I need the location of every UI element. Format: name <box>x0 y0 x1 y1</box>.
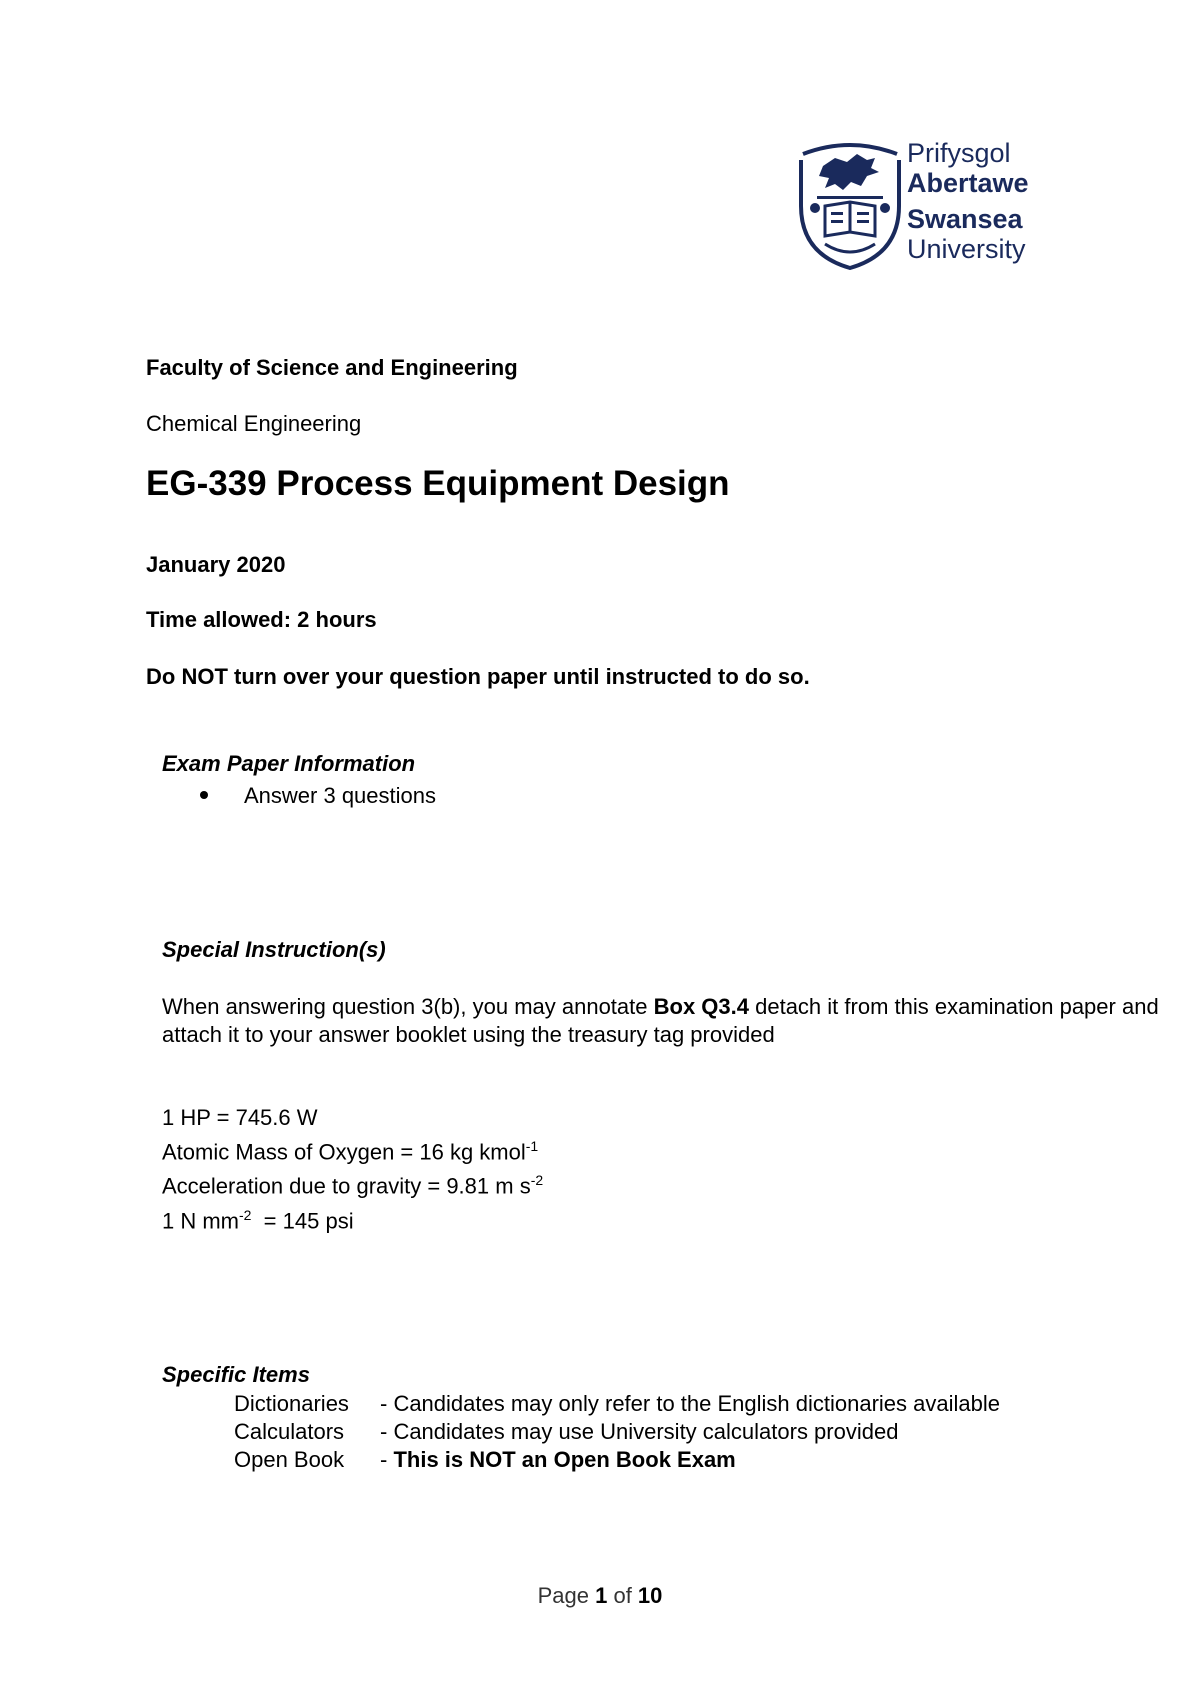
logo-line-4: University <box>907 234 1026 264</box>
constant-pressure-post: = 145 psi <box>251 1207 354 1233</box>
specific-item-row <box>234 1446 1000 1474</box>
special-text-bold: Box Q3.4 <box>653 994 749 1019</box>
constant-hp: 1 HP = 745.6 W <box>162 1105 318 1130</box>
constant-gravity <box>162 1166 543 1200</box>
specific-item-value-bold: This is NOT an Open Book Exam <box>393 1447 736 1472</box>
page-number <box>0 1583 1200 1609</box>
university-logo <box>795 136 1035 270</box>
logo-text <box>907 138 1029 264</box>
specific-item-row <box>234 1390 1000 1418</box>
constant-pressure <box>162 1201 543 1235</box>
specific-item-label: Open Book <box>234 1447 345 1472</box>
specific-item-label: Dictionaries <box>234 1391 349 1416</box>
exam-date: January 2020 <box>146 552 286 577</box>
page-middle: of <box>607 1583 638 1608</box>
special-instructions-heading: Special Instruction(s) <box>162 937 386 962</box>
constant-pressure-pre: 1 N mm <box>162 1207 239 1233</box>
constant-gravity-text: Acceleration due to gravity = 9.81 m s <box>162 1173 531 1199</box>
specific-item-label: Calculators <box>234 1419 345 1444</box>
constant-pressure-sup: -2 <box>239 1206 252 1223</box>
bullet-icon <box>200 791 208 799</box>
constant-oxygen-text: Atomic Mass of Oxygen = 16 kg kmol <box>162 1139 526 1165</box>
specific-item-value: - Candidates may use University calculators provided <box>380 1419 899 1444</box>
exam-info-item <box>200 783 436 809</box>
specific-item-value: - Candidates may only refer to the English dictionaries available <box>380 1391 1000 1416</box>
page-prefix: Page <box>537 1583 596 1608</box>
instruction-warning: Do NOT turn over your question paper until instructed to do so. <box>146 664 810 689</box>
page-current: 1 <box>595 1583 608 1608</box>
constants-list <box>162 1104 543 1235</box>
module-title: EG-339 Process Equipment Design <box>146 464 730 503</box>
exam-info-item-text: Answer 3 questions <box>244 783 436 808</box>
special-instructions-text <box>162 993 1162 1049</box>
constant-oxygen-sup: -1 <box>525 1138 539 1154</box>
special-text-after: detach it from this examination paper and attach it to your answer booklet using the treasury tag provided <box>162 994 1159 1047</box>
exam-info-heading: Exam Paper Information <box>162 751 416 776</box>
crest-icon <box>795 136 905 270</box>
constant-oxygen <box>162 1132 543 1166</box>
logo-line-2: Abertawe <box>907 168 1029 198</box>
department-name: Chemical Engineering <box>146 411 362 436</box>
time-allowed: Time allowed: 2 hours <box>146 607 377 632</box>
special-text-before: When answering question 3(b), you may annotate <box>162 994 654 1019</box>
logo-line-3: Swansea <box>907 204 1023 234</box>
specific-item-row <box>234 1418 1000 1446</box>
faculty-heading: Faculty of Science and Engineering <box>146 355 518 380</box>
page-total: 10 <box>637 1583 663 1608</box>
specific-items-heading: Specific Items <box>162 1362 310 1387</box>
constant-gravity-sup: -2 <box>530 1172 544 1189</box>
specific-items-table <box>234 1390 1000 1474</box>
specific-item-value-prefix: - <box>380 1447 394 1472</box>
logo-line-1: Prifysgol <box>907 138 1011 168</box>
